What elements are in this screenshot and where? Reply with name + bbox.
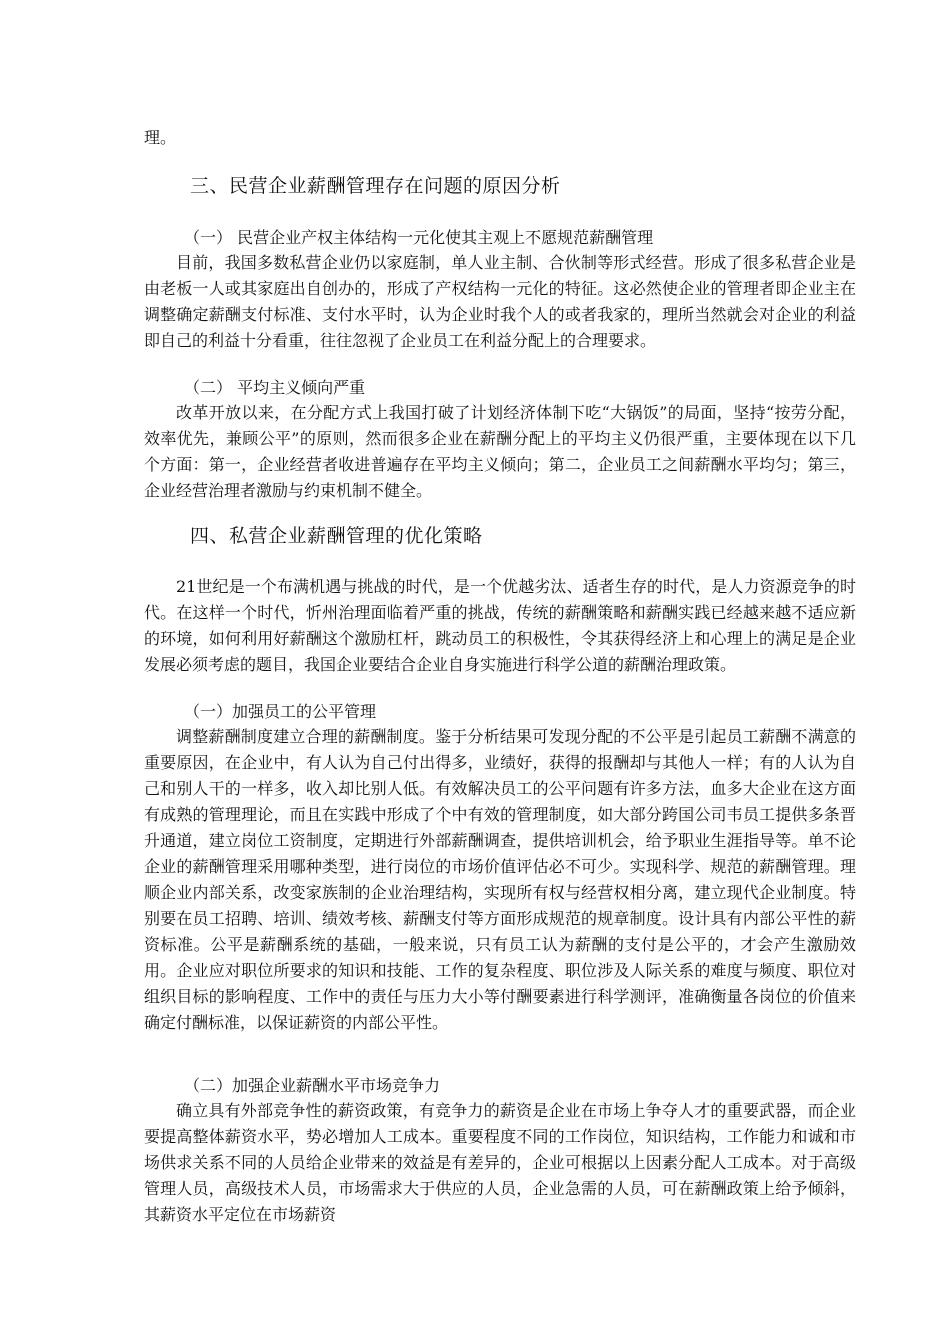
section-4-1-heading: （一）加强员工的公平管理 [184,702,377,721]
section-3-1-paragraph: 目前，我国多数私营企业仍以家庭制，单人业主制、合伙制等形式经营。形成了很多私营企业是由老板一人或其家庭出自创办的，形成了产权结构一元化的特征。这必然使企业的管理者即企业主在调整确定薪酬支付标准、支付水平时，认为企业时我个人的或者我家的，理所当然就会对企业的利益即自己的利益十分看重，往往忽视了企业员工在利益分配上的合理要求。 [144,253,856,350]
section-4-2-paragraph: 确立具有外部竞争性的薪资政策，有竞争力的薪资是企业在市场上争夺人才的重要武器，而企业要提高整体薪资水平，势必增加人工成本。重要程度不同的工作岗位，知识结构，工作能力和诚和市场供求关系不同的人员给企业带来的效益是有差异的，企业可根据以上因素分配人工成本。对于高级管理人员，高级技术人员，市场需求大于供应的人员，企业急需的人员，可在薪酬政策上给予倾斜，其薪资水平定位在市场薪资 [144,1101,856,1224]
section-3-1-heading: （一） 民营企业产权主体结构一元化使其主观上不愿规范薪酬管理 [184,228,654,247]
section-4-heading: 四、私营企业薪酬管理的优化策略 [190,525,483,547]
section-3-2-paragraph: 改革开放以来，在分配方式上我国打破了计划经济体制下吃“大锅饭”的局面，坚持“按劳分配，效率优先，兼顾公平”的原则，然而很多企业在薪酬分配上的平均主义仍很严重，主要体现在以下几个方面：第一，企业经营者收进普遍存在平均主义倾向；第二，企业员工之间薪酬水平均匀；第三，企业经营治理者激励与约束机制不健全。 [144,403,856,500]
section-4-intro-paragraph: 21世纪是一个布满机遇与挑战的时代，是一个优越劣汰、适者生存的时代，是人力资源竞争的时代。在这样一个时代，忻州治理面临着严重的挑战，传统的薪酬策略和薪酬实践已经越来越不适应新的环境，如何利用好薪酬这个激励杠杆，跳动员工的积极性，令其获得经济上和心理上的满足是企业发展必须考虑的题目，我国企业要结合企业自身实施进行科学公道的薪酬治理政策。 [144,577,856,674]
section-4-1-paragraph: 调整薪酬制度建立合理的薪酬制度。鉴于分析结果可发现分配的不公平是引起员工薪酬不满意的重要原因，在企业中，有人认为自己付出得多，业绩好，获得的报酬却与其他人一样；有的人认为自己和别人干的一样多，收入却比别人低。有效解决员工的公平问题有许多方法，血多大企业在这方面有成熟的管理理论，而且在实践中形成了个中有效的管理制度，如大部分跨国公司韦员工提供多条晋升通道，建立岗位工资制度，定期进行外部薪酬调查，提供培训机会，给予职业生涯指导等。单不论企业的薪酬管理采用哪种类型，进行岗位的市场价值评估必不可少。实现科学、规范的薪酬管理。理顺企业内部关系，改变家族制的企业治理结构，实现所有权与经营权相分离，建立现代企业制度。特别要在员工招聘、培训、绩效考核、薪酬支付等方面形成规范的规章制度。设计具有内部公平性的薪资标准。公平是薪酬系统的基础，一般来说，只有员工认为薪酬的支付是公平的，才会产生激励效用。企业应对职位所要求的知识和技能、工作的复杂程度、职位涉及人际关系的难度与频度、职位对组织目标的影响程度、工作中的责任与压力大小等付酬要素进行科学测评，准确衡量各岗位的价值来确定付酬标准，以保证薪资的内部公平性。 [144,727,856,1032]
continuation-text: 理。 [144,128,177,147]
section-3-2-heading: （二） 平均主义倾向严重 [184,378,366,397]
section-4-2-heading: （二）加强企业薪酬水平市场竞争力 [184,1076,441,1095]
section-3-heading: 三、民营企业薪酬管理存在问题的原因分析 [190,175,561,197]
